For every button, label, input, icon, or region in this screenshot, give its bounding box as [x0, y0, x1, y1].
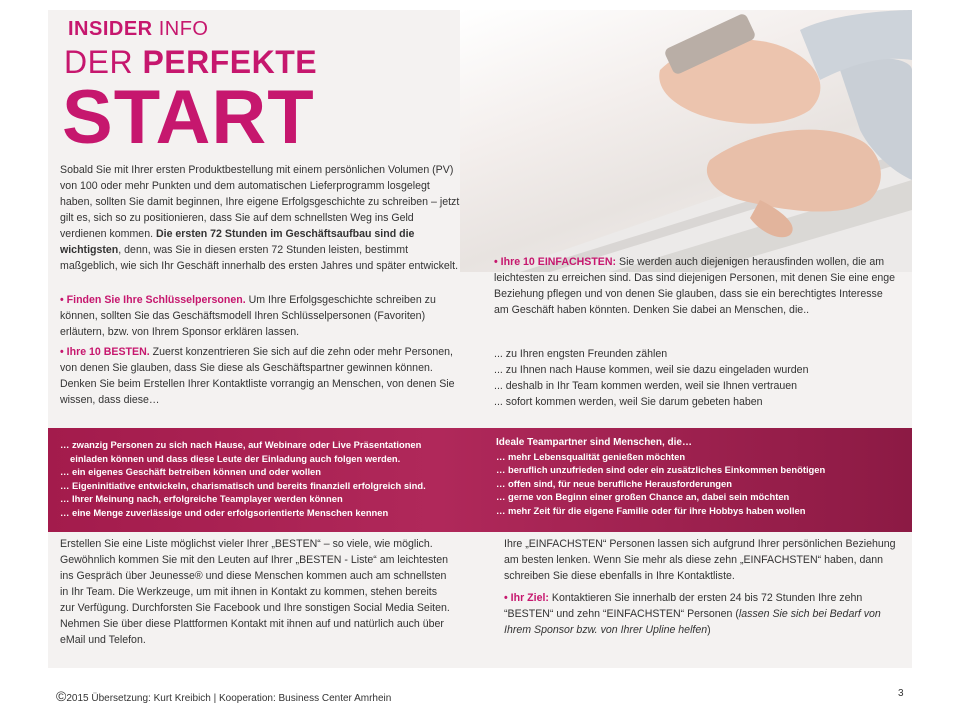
ziel-italic: lassen Sie sich bei Bedarf von Ihrem Sponsor bzw. von Ihrer Upline helfen	[504, 608, 881, 636]
ziel-item	[504, 590, 896, 638]
list-item: ... zu Ihren engsten Freunden zählen	[494, 348, 668, 360]
bullet-icon: •	[494, 256, 498, 268]
list-item: ... sofort kommen werden, weil Sie darum gebeten haben	[494, 396, 763, 408]
kicker	[68, 18, 208, 41]
page-number: 3	[898, 688, 904, 699]
hands-on-laptop-illustration	[460, 10, 912, 272]
list-item: … Eigeninitiative entwickeln, charismatisch und bereits finanziell erfolgreich sind.	[60, 479, 426, 491]
copyright-icon: ©	[56, 688, 67, 704]
einfachsten-title: Ihre 10 EINFACHSTEN:	[500, 256, 617, 268]
page	[48, 10, 912, 668]
hero-photo	[460, 10, 912, 272]
besten-text: Zuerst konzentrieren Sie sich auf die zehn oder mehr Personen, von denen Sie glauben, dass Sie diese als Geschäftspartner gewinnen können. Denken Sie beim Erstellen Ihrer Kontaktliste vorrangig an Menschen, von denen Sie wissen, dass diese…	[60, 346, 455, 406]
list-item: … mehr Zeit für die eigene Familie oder für ihre Hobbys haben wollen	[496, 504, 806, 516]
ziel-end: )	[707, 624, 711, 636]
bullet-icon: •	[504, 592, 508, 604]
list-item: … mehr Lebensqualität genießen möchten	[496, 450, 686, 462]
highlight-band	[48, 428, 912, 532]
list-item: … zwanzig Personen zu sich nach Hause, auf Webinare oder Live Präsentationen	[60, 439, 422, 450]
list-item: … gerne von Beginn einer großen Chance an, dabei sein möchten	[496, 491, 790, 503]
kicker-bold: INSIDER	[68, 18, 153, 40]
ziel-title: Ihr Ziel:	[510, 592, 549, 604]
intro-text-2: , denn, was Sie in diesen ersten 72 Stunden leisten, bestimmt maßgeblich, wie sich Ihr Geschäft innerhalb des ersten Jahres und später entwickelt.	[60, 244, 459, 272]
lower-left-paragraph: Erstellen Sie eine Liste möglichst vieler Ihrer „BESTEN“ – so viele, wie möglich. Gewöhnlich kommen Sie mit den Leuten auf Ihrer „BESTEN - Liste“ am leichtesten ins Gespräch über Jeunesse® und diese Menschen kommen auch am schnellsten in Ihr Team. Die Werkzeuge, um mit ihnen in Kontakt zu kommen, stehen bereits zur Verfügung. Durchforsten Sie Facebook und Ihre sonstigen Social Media Seiten. Nehmen Sie über diese Plattformen Kontakt mit ihnen auf und natürlich auch über eMail und Telefon.	[60, 538, 450, 646]
list-item: … Ihrer Meinung nach, erfolgreiche Teamplayer werden können	[60, 493, 343, 505]
list-item: … offen sind, für neue berufliche Herausforderungen	[496, 477, 732, 489]
list-item: ... zu Ihnen nach Hause kommen, weil sie dazu eingeladen wurden	[494, 364, 809, 376]
schluesselpersonen-title: Finden Sie Ihre Schlüsselpersonen.	[66, 294, 246, 306]
ziel-text: Kontaktieren Sie innerhalb der ersten 24 bis 72 Stunden Ihre zehn “BESTEN“ und zehn “EINFACHSTEN“ Personen (	[504, 592, 863, 620]
schluesselpersonen-text: Um Ihre Erfolgsgeschichte schreiben zu können, sollten Sie das Geschäftsmodell Ihren Schlüsselpersonen (Favoriten) erläutern, bzw. von Ihrem Sponsor erklären lassen.	[60, 294, 436, 338]
list-item: … ein eigenes Geschäft betreiben können und oder wollen	[60, 466, 321, 478]
bullet-icon: •	[60, 294, 64, 306]
bullet-icon: •	[60, 346, 64, 358]
list-item: … eine Menge zuverlässige und oder erfolgsorientierte Menschen kennen	[60, 506, 389, 518]
intro-paragraph	[60, 162, 460, 274]
list-item: ... deshalb in Ihr Team kommen werden, weil sie Ihnen vertrauen	[494, 380, 798, 392]
besten-item	[60, 344, 462, 408]
list-item: … beruflich unzufrieden sind oder ein zusätzliches Einkommen benötigen	[496, 464, 826, 476]
intro-text-bold: Die ersten 72 Stunden im Geschäftsaufbau sind die wichtigsten	[60, 228, 415, 256]
lower-right-paragraph: Ihre „EINFACHSTEN“ Personen lassen sich aufgrund Ihrer persönlichen Beziehung am besten lenken. Wenn Sie mehr als diese zehn „EINFACHSTEN“ haben, dann schreiben Sie diese ebenfalls in Ihre Kontaktliste.	[504, 538, 896, 582]
einfachsten-list	[494, 346, 900, 410]
einfachsten-text: Sie werden auch diejenigen herausfinden wollen, die am leichtesten zu erreichen sind. Das sind diejenigen Personen, mit denen Sie eine enge Beziehung pflegen und von denen Sie glauben, dass sie ein berechtigtes Interesse am Geschäft haben könnten. Denken Sie dabei an Menschen, die..	[494, 256, 896, 316]
einfachsten-item	[494, 254, 900, 318]
besten-title: Ihre 10 BESTEN.	[66, 346, 150, 358]
subhead-word-2: PERFEKTE	[142, 44, 318, 80]
band-right-heading: Ideale Teampartner sind Menschen, die…	[496, 437, 692, 448]
lower-right-block	[504, 536, 896, 638]
list-item: einladen können und dass diese Leute der Einladung auch folgen werden.	[70, 452, 401, 464]
subhead-word-1: DER	[64, 44, 134, 80]
footer	[56, 688, 391, 704]
band-right-list	[496, 436, 902, 518]
headline: START	[62, 75, 315, 160]
footer-text: 2015 Übersetzung: Kurt Kreibich | Kooperation: Business Center Amrhein	[66, 693, 392, 704]
kicker-rest: INFO	[158, 18, 209, 40]
intro-text-1: Sobald Sie mit Ihrer ersten Produktbestellung mit einem persönlichen Volumen (PV) von 100 oder mehr Punkten und dem automatischen Lieferprogramm losgelegt haben, sollten Sie damit beginnen, Ihre eigene Erfolgsgeschichte zu schreiben – jetzt gilt es, sich so zu positionieren, dass Sie auf dem schnellsten Weg ins Geld verdienen kommen.	[60, 164, 460, 240]
schluesselpersonen-item	[60, 292, 462, 340]
band-left-list	[60, 438, 480, 520]
